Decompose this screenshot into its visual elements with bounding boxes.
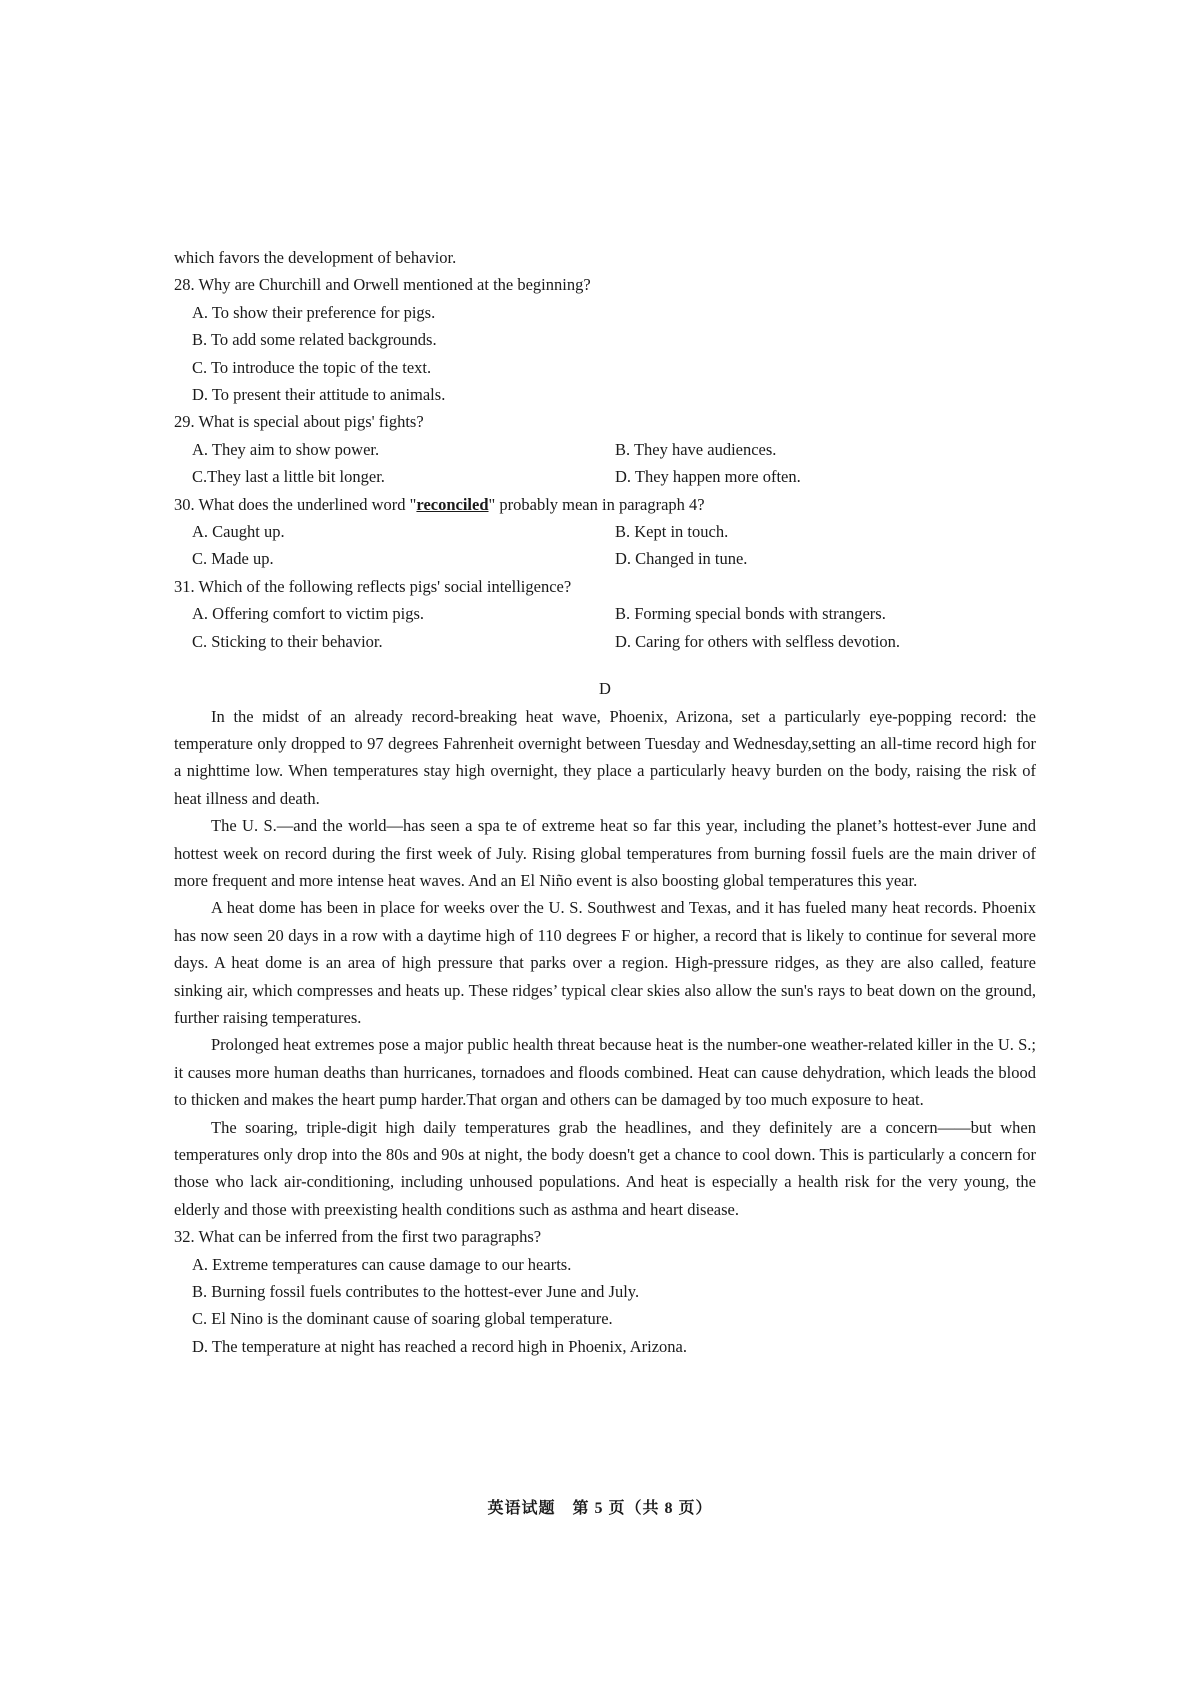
question-30-option-a: A. Caught up. [192,522,285,542]
question-30-option-b: B. Kept in touch. [615,522,729,542]
passage-paragraph-4: Prolonged heat extremes pose a major public health threat because heat is the number-one weather-related killer in the U. S.; it causes more human deaths than hurricanes, tornadoes and floods combined. Heat can cause dehydration, which leads the blood to thicken and makes the heart pump harder.That organ and others can be damaged by too much exposure to heat. [174,1035,1036,1110]
question-31-option-c: C. Sticking to their behavior. [192,631,383,651]
intro-line: which favors the development of behavior. [174,248,457,267]
exam-page-content [174,244,1036,1360]
question-28-stem: 28. Why are Churchill and Orwell mentioned at the beginning? [174,275,591,295]
passage-paragraph-1: In the midst of an already record-breaking heat wave, Phoenix, Arizona, set a particularly eye-popping record: the temperature only dropped to 97 degrees Fahrenheit overnight between Tuesday and Wednesday,setting an all-time record high for a nighttime low. When temperatures stay high overnight, they place a particularly heavy burden on the body, raising the risk of heat illness and death. [174,706,1036,808]
question-30-stem-after: " probably mean in paragraph 4? [488,494,705,514]
question-32-option-d: D. The temperature at night has reached a record high in Phoenix, Arizona. [192,1336,687,1356]
question-31-options-row-1 [174,600,1036,627]
question-32-option-b: B. Burning fossil fuels contributes to the hottest-ever June and July. [192,1282,640,1302]
question-30-stem-before: 30. What does the underlined word " [174,494,417,514]
question-28-option-c: C. To introduce the topic of the text. [192,357,432,377]
question-31-option-b: B. Forming special bonds with strangers. [615,604,886,624]
question-29-options-row-2 [174,463,1036,490]
question-30-options-row-1 [174,518,1036,545]
question-31-option-a: A. Offering comfort to victim pigs. [192,604,425,624]
question-29-stem: 29. What is special about pigs' fights? [174,412,424,432]
page-footer: 英语试题 第 5 页（共 8 页） [487,1500,713,1517]
question-31-option-d: D. Caring for others with selfless devotion. [615,631,901,651]
question-28-option-a: A. To show their preference for pigs. [192,302,436,322]
question-29-option-d: D. They happen more often. [615,467,801,487]
question-28-option-b: B. To add some related backgrounds. [192,330,437,350]
question-30-option-d: D. Changed in tune. [615,549,748,569]
question-29-option-a: A. They aim to show power. [192,439,380,459]
question-30-stem [174,491,1036,518]
question-32-stem: 32. What can be inferred from the first two paragraphs? [174,1227,542,1247]
question-31-options-row-2 [174,628,1036,655]
passage-paragraph-5: The soaring, triple-digit high daily temperatures grab the headlines, and they definitely are a concern——but when temperatures only drop into the 80s and 90s at night, the body doesn't get a chance to cool down. This is particularly a concern for those who lack air-conditioning, including unhoused populations. And heat is especially a health risk for the very young, the elderly and those with preexisting health conditions such as asthma and heart disease. [174,1117,1036,1219]
question-30-options-row-2 [174,545,1036,572]
question-29-options-row-1 [174,436,1036,463]
question-32-option-a: A. Extreme temperatures can cause damage to our hearts. [192,1254,572,1274]
underlined-keyword: reconciled [416,494,489,514]
section-label: D [599,679,611,699]
question-29-option-b: B. They have audiences. [615,439,777,459]
question-31-stem: 31. Which of the following reflects pigs' social intelligence? [174,576,572,596]
passage-paragraph-3: A heat dome has been in place for weeks over the U. S. Southwest and Texas, and it has fueled many heat records. Phoenix has now seen 20 days in a row with a daytime high of 110 degrees F or higher, a record that is likely to continue for several more days. A heat dome is an area of high pressure that parks over a region. High-pressure ridges, as they are also called, feature sinking air, which compresses and heats up. These ridges’ typical clear skies also allow the sun's rays to beat down on the ground, further raising temperatures. [174,898,1036,1027]
question-30-option-c: C. Made up. [192,549,274,569]
question-28-option-d: D. To present their attitude to animals. [192,385,446,405]
passage-paragraph-2: The U. S.—and the world—has seen a spa te of extreme heat so far this year, including the planet’s hottest-ever June and hottest week on record during the first week of July. Rising global temperatures from burning fossil fuels are the main driver of more frequent and more intense heat waves. And an El Niño event is also boosting global temperatures this year. [174,816,1036,890]
question-32-option-c: C. El Nino is the dominant cause of soaring global temperature. [192,1309,613,1329]
question-29-option-c: C.They last a little bit longer. [192,467,385,487]
